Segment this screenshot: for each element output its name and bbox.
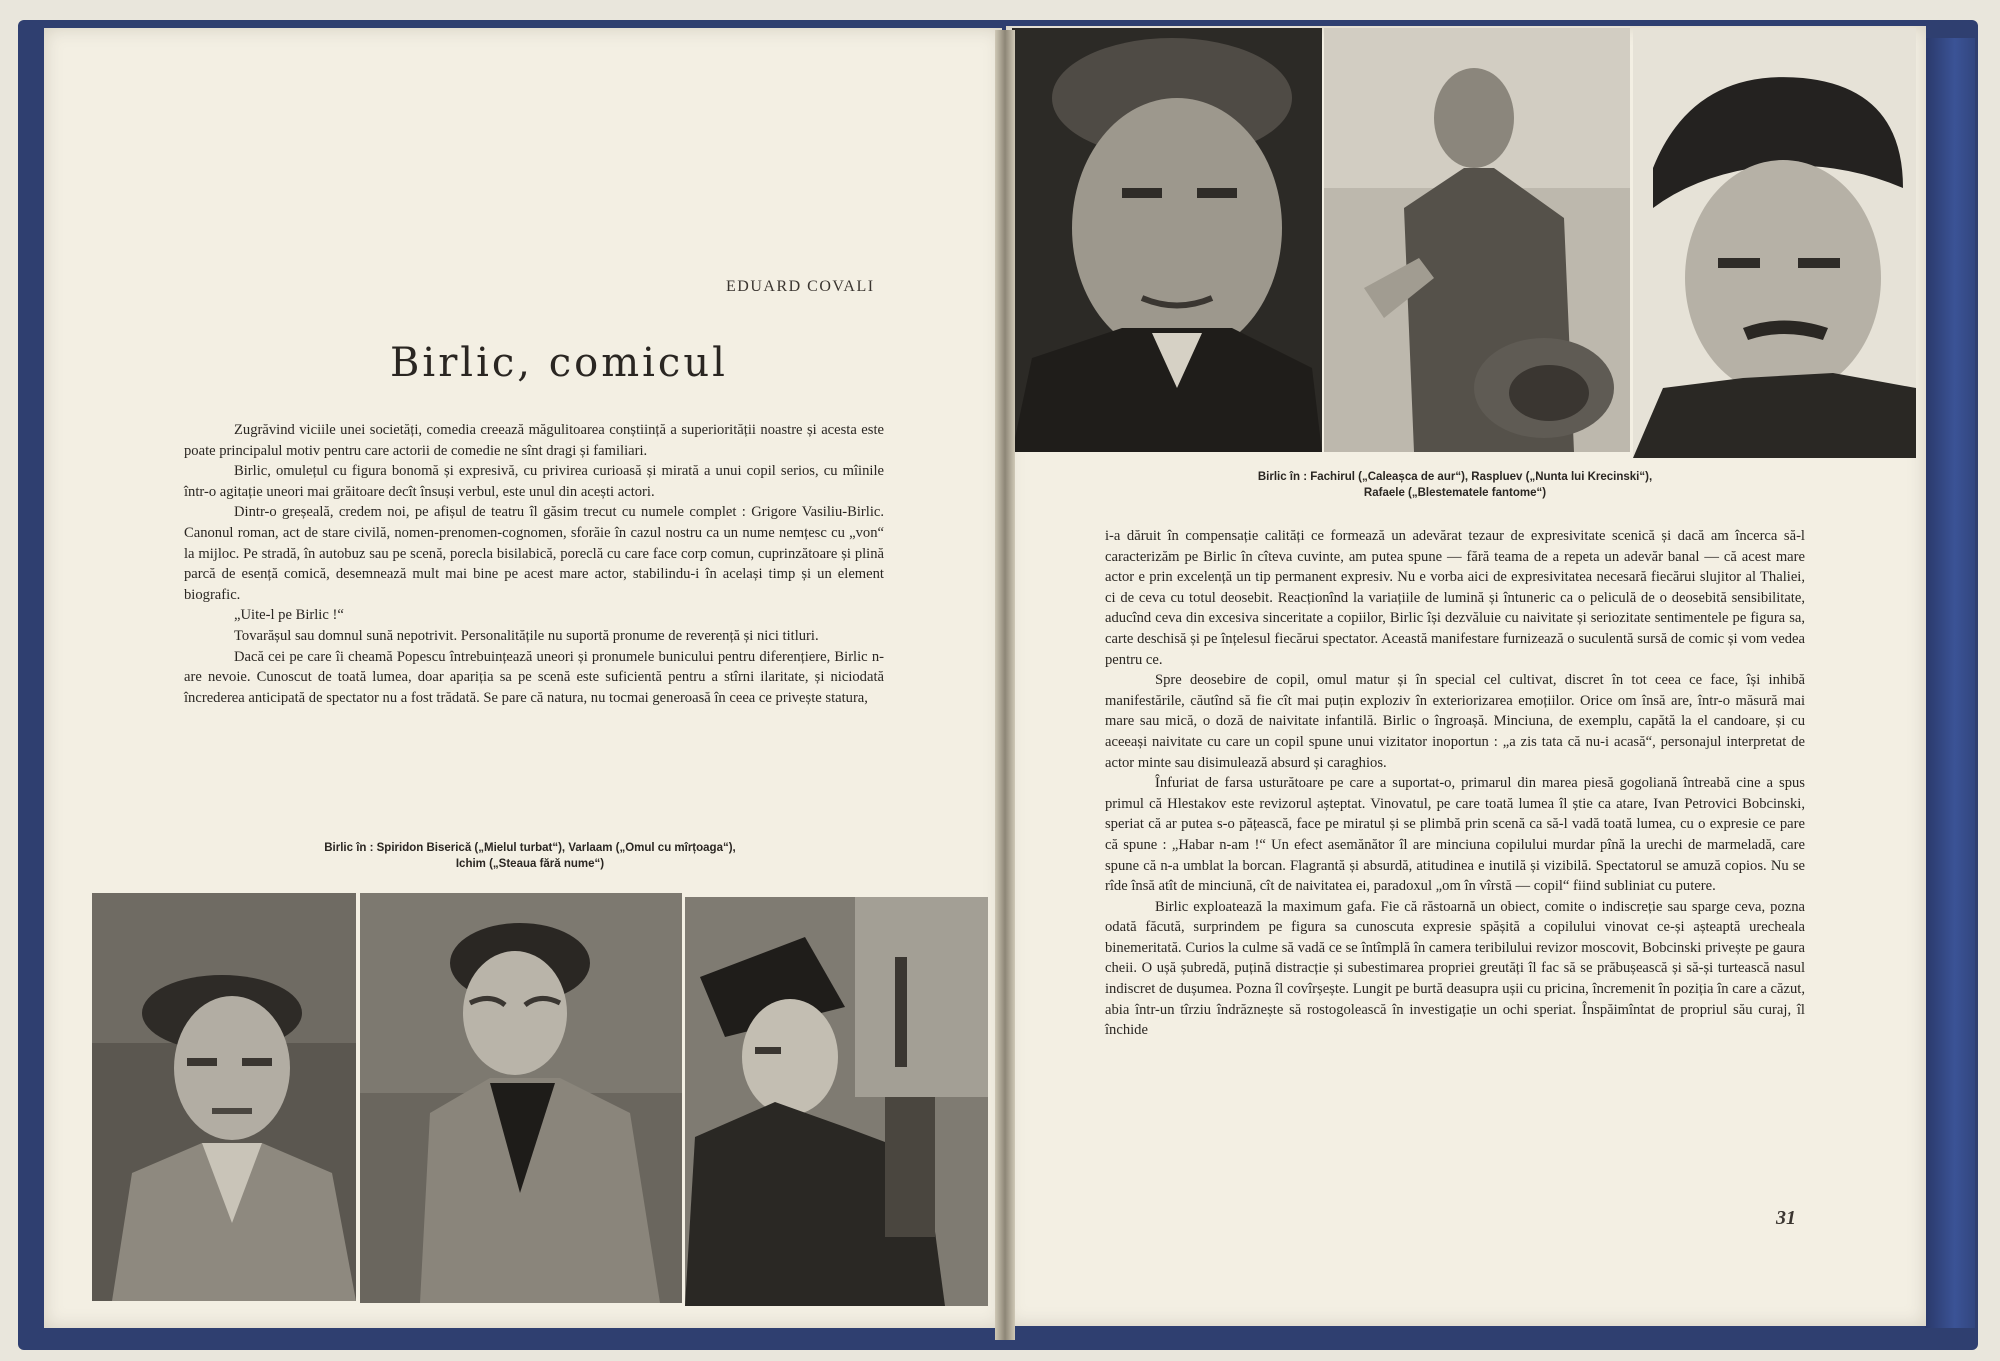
caption-line: Birlic în : Fachirul („Caleașca de aur“), Raspluev („Nunta lui Krecinski“), [1257, 471, 1653, 483]
caption-line: Birlic în : Spiridon Biserică („Mielul turbat“), Varlaam („Omul cu mîrțoaga“), [324, 842, 736, 854]
caption-line: Rafaele („Blestematele fantome“) [1363, 487, 1547, 499]
paragraph: Dintr-o greșeală, credem noi, pe afișul de teatru îl găsim trecut cu numele complet : Grigore Vasiliu-Birlic. Canonul roman, act de stare civilă, nomen-prenomen-cognomen, sforăie în cazul nostru ca un nume nemțesc cu „von“ la mijloc. Pe stradă, în autobuz sau pe scenă, porecla bisilabică, poreclă cu care face corp comun, cuprinzătoare și plină parcă de esență comică, desemnează mult mai bine pe acest mare actor, stabilindu-i în același timp și un element biografic. [184, 504, 884, 603]
paragraph: „Uite-l pe Birlic !“ [234, 607, 344, 624]
article-text-left [184, 420, 884, 708]
paragraph: Birlic exploatează la maximum gafa. Fie că răstoarnă un obiect, comite o indiscreție sau sparge ceva, pozna odată făcută, surprindem pe figura sa cunoscuta expresie spășită a copilului vinovat ce-și așteaptă urecheala binemeritată. Curios la culme să vadă ce se întîmplă în camera teribilului revizor moscovit, Bobcinski privește pe gaura cheii. O ușă șubredă, puțină distracție și subestimarea propriei greutăți îl fac să se prăbușească și să-și turtească nasul indiscret de dușumea. Pozna îl covîrșește. Lungit pe burtă deasupra ușii cu pricina, încremenit în poziția în care a căzut, abia într-un tîrziu îndrăznește să rostogolească în investigație un ochi speriat. Înspăimîntat de propriul său curaj, îl închide [1105, 898, 1805, 1039]
paragraph: Spre deosebire de copil, omul matur și în special cel cultivat, discret în tot ceea ce face, își inhibă manifestările, căutînd să fie cît mai puțin exploziv în exteriorizarea emoțiilor. Orice om însă are, într-o măsură mai mare sau mică, o doză de naivitate infantilă. Birlic o îngroașă. Minciuna, de exemplu, capătă la el candoare, și cu aceeași naivitate cu care un copil spune unui vizitator inoportun : „a zis tata că nu-i acasă“, personajul interpretat de actor minte sau disimulează absurd și caraghios. [1105, 672, 1805, 771]
photo-spiridon [92, 893, 356, 1301]
paragraph: Înfuriat de farsa usturătoare pe care a suportat-o, primarul din marea piesă gogoliană întreabă cine a spus primul că Hlestakov este revizorul așteptat. Vinovatul, pe care toată lumea îl știe ca atare, Ivan Petrovici Bobcinski, speriat că ar putea s-o pățească, face pe miratul și se plimbă prin scenă ca să-l vadă toată lumea, cu o expresie ce pare că spune : „Habar n-am !“ Un efect asemănător îl are minciuna copilului murdar pînă la urechi de marmeladă, care spune că n-a umblat la borcan. Flagrantă și absurdă, atitudinea e inutilă și vizibilă. Spectatorul se amuză copios. Nu se rîde însă atît de minciună, cît de naivitatea ei, paradoxul „om în vîrstă — copil“ fiind subliniat cu putere. [1105, 775, 1805, 895]
caption-line: Ichim („Steaua fără nume“) [455, 858, 605, 870]
book-spine [995, 30, 1015, 1340]
photo-caption-right [1155, 469, 1755, 501]
article-title: Birlic, comicul [390, 340, 728, 386]
paragraph: i-a dăruit în compensație calități ce formează un adevărat tezaur de expresivitate scenică și dacă am încerca să-l caracterizăm pe Birlic în cîteva cuvinte, am putea spune — fără teama de a repeta un adevăr banal — că acest mare actor e prin excelență un tip permanent expresiv. Nu e vorba aici de expresivitatea necesară fiecărui slujitor al Thaliei, ci de ceva cu totul deosebit. Reacționînd la variațiile de lumină și întuneric ca o peliculă de o deosebită sensibilitate, aducînd ceva din excesiva sinceritate a copiilor, Birlic își dezvăluie cu naivitate și seriozitate sentimentele pe figura sa, carte deschisă și pe înțelesul fiecărui spectator. Această manifestare furnizează o suculentă sursă de comic și vom vedea pentru ce. [1105, 528, 1805, 668]
paragraph: Tovarășul sau domnul sună nepotrivit. Personalitățile nu suportă pronume de reverență și nici titluri. [234, 627, 819, 644]
photo-ichim [685, 897, 988, 1306]
paragraph: Zugrăvind viciile unei societăți, comedia creează măgulitoarea conștiință a superiorității noastre și acesta este poate principalul motiv pentru care actorii de comedie ne sînt dragi și familiari. [184, 422, 884, 459]
paragraph: Dacă cei pe care îi cheamă Popescu întrebuințează uneori și pronumele bunicului pentru diferențiere, Birlic n-are nevoie. Cunoscut de toată lumea, doar apariția sa pe scenă este suficientă pentru a stîrni ilaritate, și niciodată încrederea anticipată de spectator nu a fost trădată. Se pare că natura, nu tocmai generoasă în ceea ce privește statura, [184, 648, 884, 706]
article-author: EDUARD COVALI [726, 278, 875, 295]
cover-edge [1925, 38, 1975, 1328]
photo-raspluev [1324, 28, 1630, 452]
photo-fachirul [1012, 28, 1322, 452]
photo-varlaam [360, 893, 682, 1303]
photo-rafaele [1633, 28, 1916, 458]
paragraph: Birlic, omulețul cu figura bonomă și expresivă, cu privirea curioasă și mirată a unui copil serios, cu mîinile într-o agitație uneori mai grăitoare decît însuși verbul, este unul din acești actori. [184, 463, 884, 500]
article-text-right [1105, 526, 1805, 1041]
photo-caption-left [250, 840, 810, 872]
page-number: 31 [1776, 1207, 1796, 1229]
